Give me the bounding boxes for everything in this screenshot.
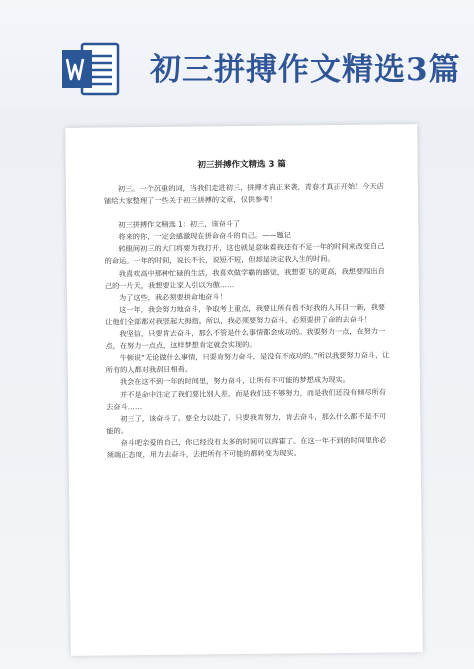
word-document-icon bbox=[60, 38, 122, 100]
banner-title: 初三拼搏作文精选3篇 bbox=[150, 52, 461, 88]
body-paragraph: 这一年，我会努力地奋斗，争取考上重点，我要让所有看不好我的人耳目一新，我要让他们全部都对我竖起大拇指。所以，我必须要努力奋斗，必须要拼了命的去奋斗！ bbox=[105, 302, 386, 327]
body-paragraph: 初三了，该奋斗了。要全力以赴了，只要我肯努力，肯去奋斗，那么什么都不是不可能的。 bbox=[106, 411, 387, 436]
body-paragraph: 牛顿说“无论做什么事情，只要肯努力奋斗，是没有不成功的。”所以我要努力奋斗，让所有的人都对我刮目相看。 bbox=[105, 350, 390, 375]
intro-paragraph: 初三。一个沉重的词，当我们走进初三，拼搏才真正来袭，青春才真正开始！今天店铺给大家整理了一些关于初三拼搏的文章，仅供参考！ bbox=[103, 181, 384, 206]
body-paragraph: 并不是命中注定了我们要比别人差，而是我们还不够努力，而是我们还没有倾尽所有去奋斗…… bbox=[106, 387, 387, 412]
epigraph: 将来的你，一定会感激现在拼命奋斗的自己。——题记 bbox=[118, 230, 291, 242]
body-paragraph: 转眼间初三的大门将要为我打开，这也就是意味着我还有不足一年的时间来改变自己的命运。一年的时间，说长不长，说短不短，但却是决定我人生的时间。 bbox=[104, 241, 385, 266]
body-paragraph: 我坚信，只要肯去奋斗，那么不管是什么事情都会成功的。我要努力一点，在努力一点，在努力一点点，这样梦想肯定就会实现的。 bbox=[105, 326, 386, 351]
header-banner bbox=[0, 0, 474, 110]
document-page bbox=[65, 124, 423, 656]
body-paragraph: 奋斗吧亲爱的自己，你已经没有太多的时间可以挥霍了。在这一年不到的时间里你必须端正态度，用力去奋斗，去把所有不可能的都转变为现实。 bbox=[106, 435, 387, 460]
section-heading: 初三拼搏作文精选 1：初三，该奋斗了 bbox=[118, 219, 241, 230]
body-paragraph: 我会在这不到一年的时间里，努力奋斗，让所有不可能的梦想成为现实。 bbox=[119, 375, 350, 387]
document-title: 初三拼搏作文精选 3 篇 bbox=[197, 159, 286, 171]
body-paragraph: 我喜欢高中那种忙碌的生活，我喜欢做学霸的感觉，我想要飞的更高，我想要闯出自己的一片天，我想要让家人引以为傲…… bbox=[104, 266, 385, 291]
body-paragraph: 为了这些，我必须要拼命地奋斗！ bbox=[118, 291, 227, 303]
document-content bbox=[104, 180, 391, 461]
